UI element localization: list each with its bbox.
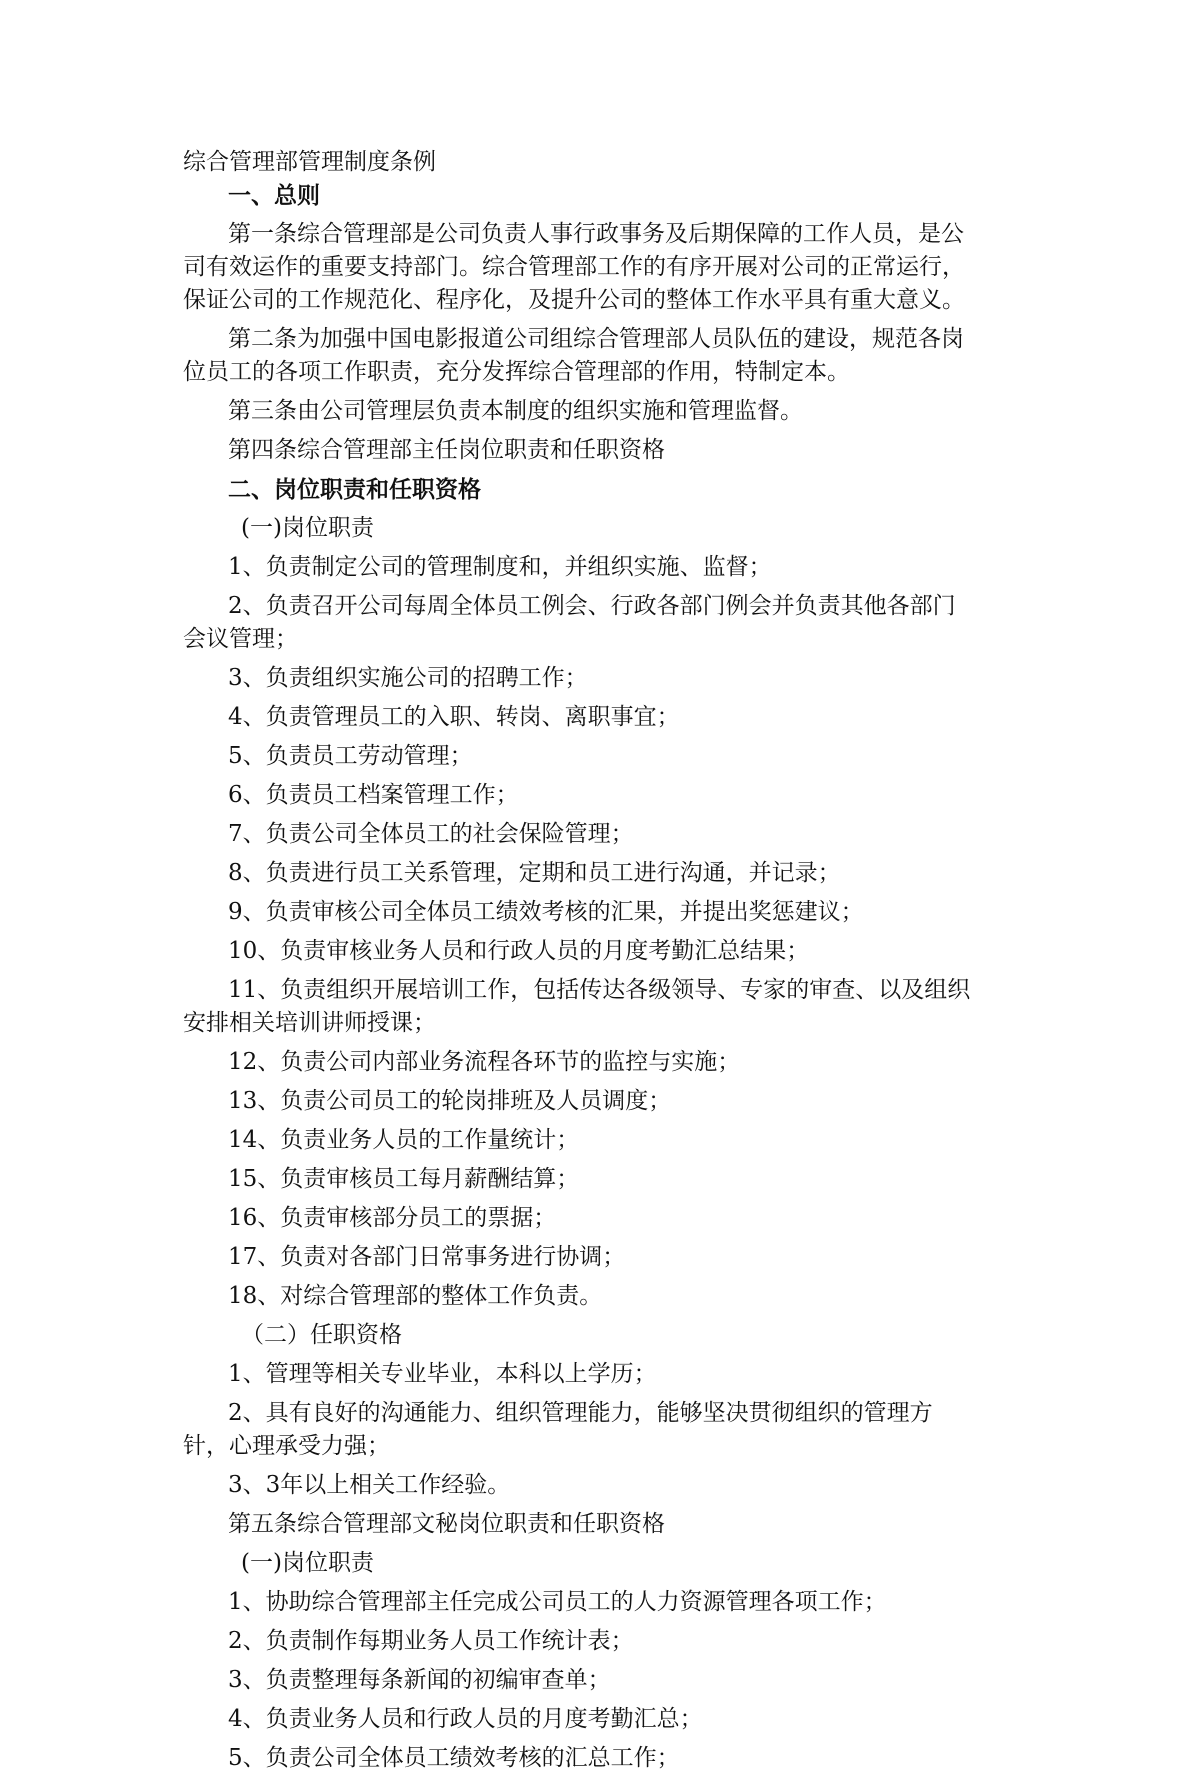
duty-item: 13、负责公司员工的轮岗排班及人员调度；	[228, 1088, 672, 1114]
article-4: 第四条综合管理部主任岗位职责和任职资格	[228, 437, 665, 463]
document-body	[183, 146, 1023, 1775]
subsection-heading-qualifications: （二）任职资格	[241, 1322, 402, 1348]
section-heading-duties: 二、岗位职责和任职资格	[228, 476, 481, 503]
duty-item: 12、负责公司内部业务流程各环节的监控与实施；	[228, 1049, 741, 1075]
duty-item: 5、负责员工劳动管理；	[228, 743, 473, 769]
duty-item: 7、负责公司全体员工的社会保险管理；	[228, 821, 634, 847]
duty-item: 3、负责组织实施公司的招聘工作；	[228, 665, 588, 691]
qualification-item: 1、管理等相关专业毕业，本科以上学历；	[228, 1361, 657, 1387]
duty-item: 1、负责制定公司的管理制度和，并组织实施、监督；	[228, 554, 772, 580]
article-1-line-1: 第一条综合管理部是公司负责人事行政事务及后期保障的工作人员，是公	[228, 221, 964, 247]
secretary-duty-item: 4、负责业务人员和行政人员的月度考勤汇总；	[228, 1706, 703, 1732]
duty-item: 8、负责进行员工关系管理，定期和员工进行沟通，并记录；	[228, 860, 841, 886]
article-5: 第五条综合管理部文秘岗位职责和任职资格	[228, 1511, 665, 1537]
section-heading-general: 一、总则	[228, 182, 320, 209]
duty-item: 11、负责组织开展培训工作，包括传达各级领导、专家的审查、以及组织	[228, 977, 971, 1003]
duty-item: 16、负责审核部分员工的票据；	[228, 1205, 557, 1231]
secretary-duty-item: 1、协助综合管理部主任完成公司员工的人力资源管理各项工作；	[228, 1589, 887, 1615]
secretary-duty-item: 5、负责公司全体员工绩效考核的汇总工作；	[228, 1745, 680, 1771]
duty-item-continuation: 安排相关培训讲师授课；	[183, 1010, 436, 1036]
duty-item: 6、负责员工档案管理工作；	[228, 782, 519, 808]
article-2-line-1: 第二条为加强中国电影报道公司组综合管理部人员队伍的建设，规范各岗	[228, 326, 964, 352]
subsection-heading-secretary-duties: (一)岗位职责	[241, 1550, 374, 1576]
qualification-item-continuation: 针，心理承受力强；	[183, 1433, 390, 1459]
secretary-duty-item: 3、负责整理每条新闻的初编审查单；	[228, 1667, 611, 1693]
article-3: 第三条由公司管理层负责本制度的组织实施和管理监督。	[228, 398, 803, 424]
subsection-heading-duties: (一)岗位职责	[241, 515, 374, 541]
qualification-item: 2、具有良好的沟通能力、组织管理能力，能够坚决贯彻组织的管理方	[228, 1400, 933, 1426]
article-2-line-2: 位员工的各项工作职责，充分发挥综合管理部的作用，特制定本。	[183, 359, 850, 385]
duty-item: 14、负责业务人员的工作量统计；	[228, 1127, 580, 1153]
article-1-line-3: 保证公司的工作规范化、程序化，及提升公司的整体工作水平具有重大意义。	[183, 287, 965, 313]
duty-item: 15、负责审核员工每月薪酬结算；	[228, 1166, 580, 1192]
qualification-item: 3、3年以上相关工作经验。	[228, 1472, 511, 1498]
duty-item: 18、对综合管理部的整体工作负责。	[228, 1283, 603, 1309]
duty-item: 17、负责对各部门日常事务进行协调；	[228, 1244, 626, 1270]
duty-item: 2、负责召开公司每周全体员工例会、行政各部门例会并负责其他各部门	[228, 593, 956, 619]
article-1-line-2: 司有效运作的重要支持部门。综合管理部工作的有序开展对公司的正常运行，	[183, 254, 965, 280]
duty-item: 4、负责管理员工的入职、转岗、离职事宜；	[228, 704, 680, 730]
document-title: 综合管理部管理制度条例	[183, 149, 436, 175]
secretary-duty-item: 2、负责制作每期业务人员工作统计表；	[228, 1628, 634, 1654]
duty-item: 10、负责审核业务人员和行政人员的月度考勤汇总结果；	[228, 938, 810, 964]
duty-item-continuation: 会议管理；	[183, 626, 298, 652]
duty-item: 9、负责审核公司全体员工绩效考核的汇果，并提出奖惩建议；	[228, 899, 864, 925]
